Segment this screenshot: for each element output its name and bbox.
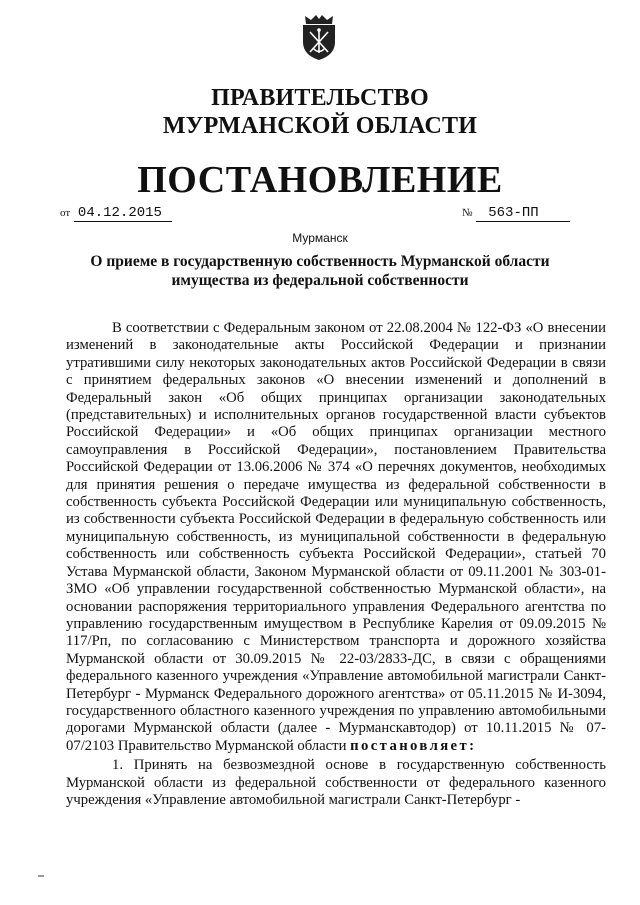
date-prefix: от (60, 207, 71, 219)
decree-body (66, 320, 606, 809)
date-value: 04.12.2015 (74, 205, 172, 222)
decree-word: постановляет: (350, 737, 477, 754)
decree-number (462, 201, 570, 224)
org-line-1: ПРАВИТЕЛЬСТВО (211, 85, 429, 111)
preamble-text: В соответствии с Федеральным законом от 22.08.2004 № 122-ФЗ «О внесении изменений в законодательные акты Российской Федерации и признании утратившими силу некоторых законодательных актов Российской Федерации в связи с принятием федеральных законов «О внесении изменений и дополнений в Федеральный закон «Об общих принципах организации законодательных (представительных) и исполнительных органов государственной власти субъектов Российской Федерации» и «Об общих принципах организации местного самоуправления в Российской Федерации», постановлением Правительства Российской Федерации от 13.06.2006 № 374 «О перечнях документов, необходимых для принятия решения о передаче имущества из федеральной собственности в собственность субъекта Российской Федерации или муниципальную собственность, из собственности субъекта Российской Федерации в федеральную собственность или муниципальную собственность, из муниципальной собственности в федеральную собственность или собственность субъекта Российской Федерации», статьей 70 Устава Мурманской области, Законом Мурманской области от 09.11.2001 № 303-01-ЗМО «Об управлении государственной собственностью Мурманской области», на основании распоряжения территориального управления Федерального агентства по управлению государственным имуществом в Республике Карелия от 09.09.2015 № 117/Рп, по согласованию с Министерством транспорта и дорожного хозяйства Мурманской области от 30.09.2015 № 22-03/2833-ДС, в связи с обращениями федерального казенного учреждения «Управление автомобильной магистрали Санкт-Петербург - Мурманск Федерального дорожного агентства» от 05.11.2015 № И-3094, государственного областного казенного учреждения по управлению автомобильными дорогами Мурманской области (далее - Мурманскавтодор) от 10.11.2015 № 07-07/2103 Правительство Мурманской области (66, 320, 606, 754)
city-name: Мурманск (292, 231, 348, 245)
subject-line-1: О приеме в государственную собственность Мурманской области (90, 253, 550, 270)
number-prefix: № (462, 207, 473, 219)
preamble-paragraph (66, 320, 606, 755)
scan-mark (38, 875, 44, 877)
org-line-2: МУРМАНСКОЙ ОБЛАСТИ (162, 113, 478, 139)
government-name (0, 84, 640, 140)
document-type: ПОСТАНОВЛЕНИЕ (137, 159, 503, 201)
decree-subject (90, 252, 550, 290)
subject-line-2: имущества из федеральной собственности (171, 272, 469, 289)
item-1-paragraph: 1. Принять на безвозмездной основе в государственную собственность Мурманской области из федеральной собственности от федерального казенного учреждения «Управление автомобильной магистрали Санкт-Петербург - (66, 757, 606, 808)
number-value: 563-ПП (476, 205, 570, 222)
decree-date (60, 201, 172, 224)
coat-of-arms-icon (297, 12, 341, 62)
